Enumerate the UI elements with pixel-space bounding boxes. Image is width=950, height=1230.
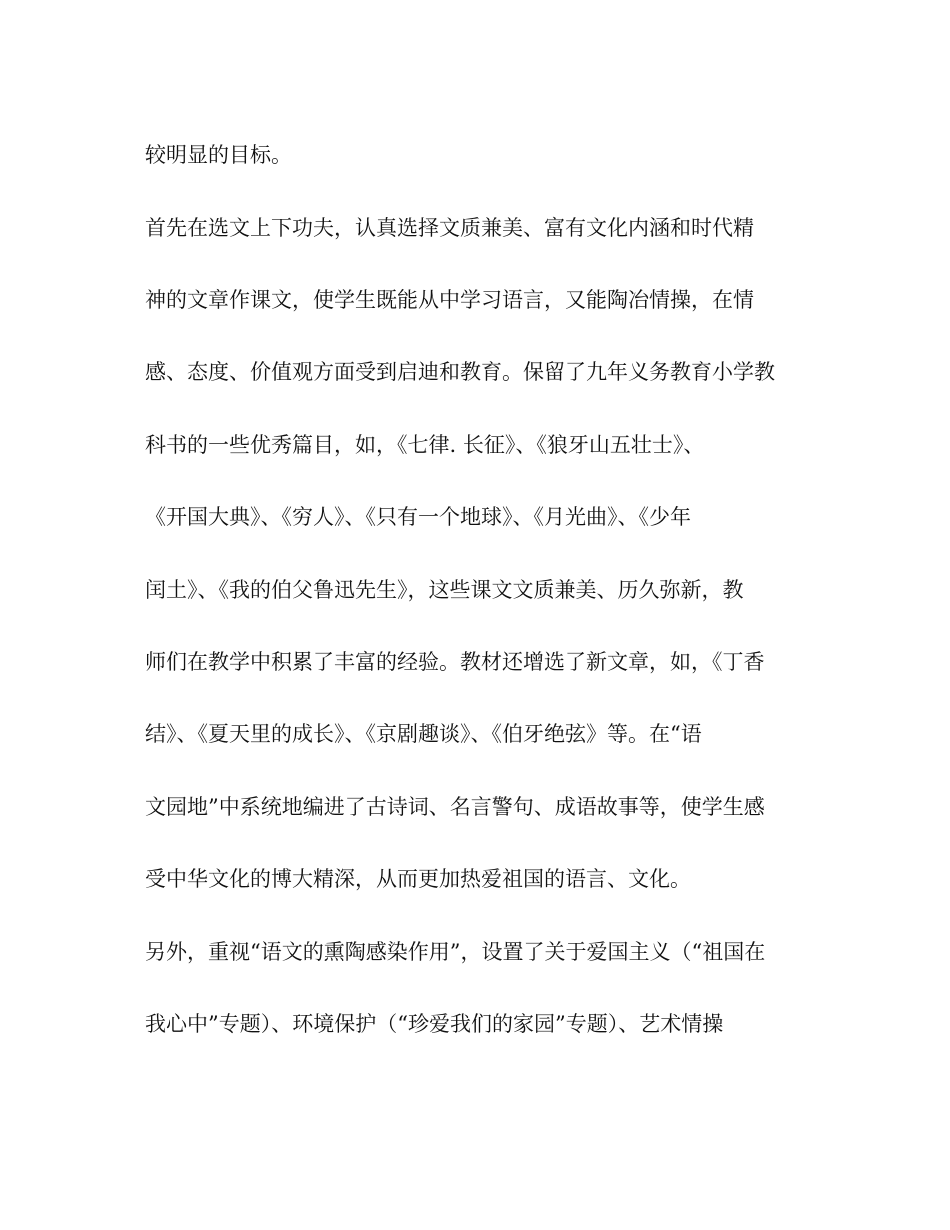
text-line-1: 较明显的目标。 bbox=[145, 143, 292, 167]
text-line-13: 我心中”专题）、环境保护（“珍爱我们的家园”专题）、艺术情操 bbox=[145, 1012, 724, 1036]
text-line-12: 另外，重视“语文的熏陶感染作用”，设置了关于爱国主义（“祖国在 bbox=[145, 940, 766, 964]
text-line-11: 受中华文化的博大精深，从而更加热爱祖国的语言、文化。 bbox=[145, 867, 691, 891]
text-line-9: 结》、《夏天里的成长》、《京剧趣谈》、《伯牙绝弦》等。在“语 bbox=[145, 722, 702, 746]
text-line-10: 文园地”中系统地编进了古诗词、名言警句、成语故事等，使学生感 bbox=[145, 795, 765, 819]
text-line-3: 神的文章作课文，使学生既能从中学习语言，又能陶冶情操，在情 bbox=[145, 288, 754, 312]
text-line-6: 《开国大典》、《穷人》、《只有一个地球》、《月光曲》、《少年 bbox=[145, 505, 691, 529]
text-line-7: 闰土》、《我的伯父鲁迅先生》，这些课文文质兼美、历久弥新，教 bbox=[145, 578, 744, 602]
text-line-5: 科书的一些优秀篇目，如，《七律. 长征》、《狼牙山五壮士》、 bbox=[145, 433, 705, 457]
text-line-4: 感、态度、价值观方面受到启迪和教育。保留了九年义务教育小学教 bbox=[145, 360, 775, 384]
text-line-2: 首先在选文上下功夫，认真选择文质兼美、富有文化内涵和时代精 bbox=[145, 216, 754, 240]
text-line-8: 师们在教学中积累了丰富的经验。教材还增选了新文章，如，《丁香 bbox=[145, 650, 765, 674]
